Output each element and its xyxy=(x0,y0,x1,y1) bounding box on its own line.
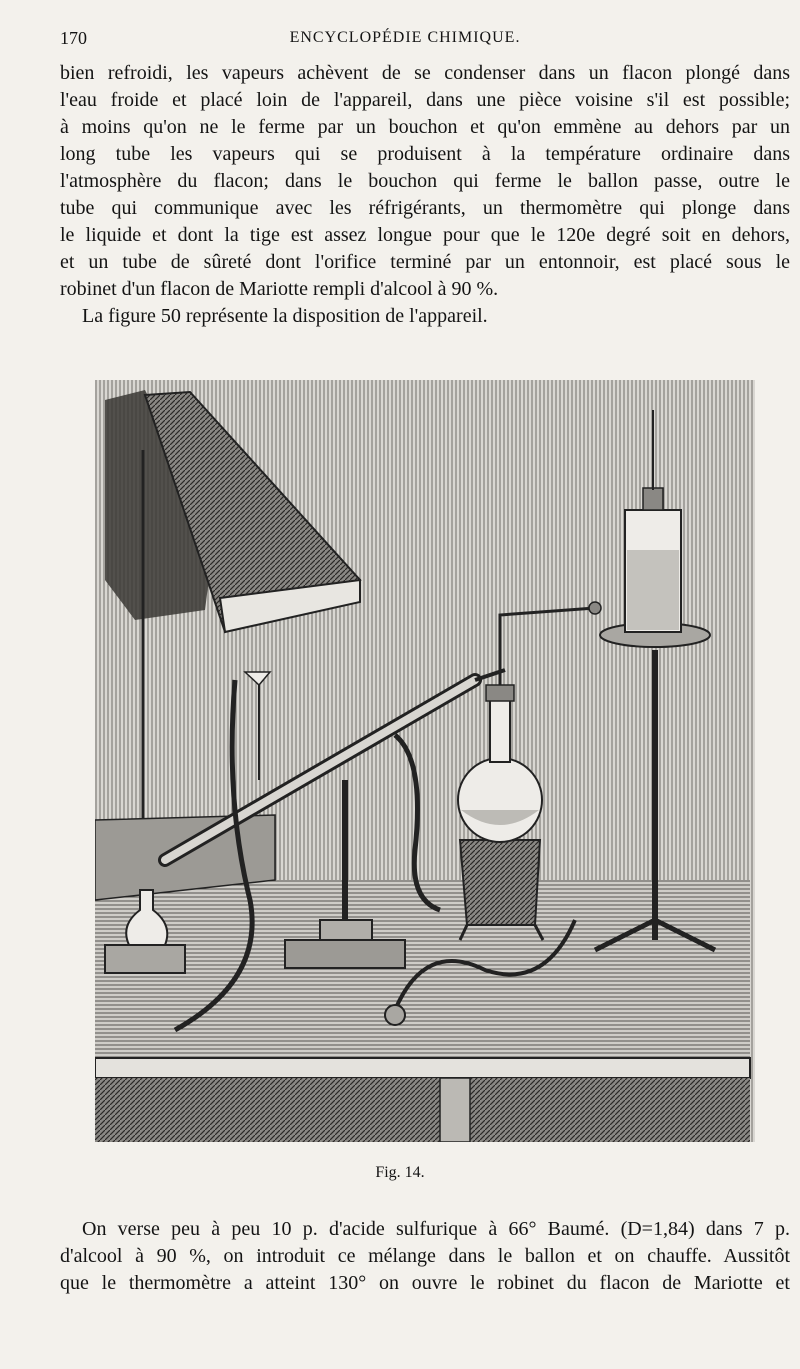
text-line: tube qui communique avec les réfrigérants, un thermomètre qui plonge dans xyxy=(60,197,790,219)
page-header xyxy=(60,28,750,52)
text-line: bien refroidi, les vapeurs achèvent de se condenser dans un flacon plongé dans xyxy=(60,62,790,84)
text-line: l'atmosphère du flacon; dans le bouchon qui ferme le ballon passe, outre le xyxy=(60,170,790,192)
text-line: et un tube de sûreté dont l'orifice terminé par un entonnoir, est placé sous le xyxy=(60,251,790,273)
text-line: On verse peu à peu 10 p. d'acide sulfurique à 66° Baumé. (D=1,84) dans 7 p. xyxy=(82,1218,790,1240)
text-line: long tube les vapeurs qui se produisent à la température ordinaire dans xyxy=(60,143,790,165)
text-line: que le thermomètre a atteint 130° on ouvre le robinet du flacon de Mariotte et xyxy=(60,1272,790,1294)
text-block-bottom xyxy=(60,1216,790,1297)
page-number: 170 xyxy=(60,28,87,48)
text-line: l'eau froide et placé loin de l'appareil, dans une pièce voisine s'il est possible; xyxy=(60,89,790,111)
apparatus-engraving xyxy=(95,380,755,1142)
running-title: ENCYCLOPÉDIE CHIMIQUE. xyxy=(289,29,521,46)
text-line: robinet d'un flacon de Mariotte rempli d'alcool à 90 %. xyxy=(60,278,499,300)
engraving-illustration xyxy=(95,380,755,1142)
text-block-top xyxy=(60,60,790,330)
figure-caption: Fig. 14. xyxy=(375,1164,425,1181)
text-line: d'alcool à 90 %, on introduit ce mélange dans le ballon et on chauffe. Aussitôt xyxy=(60,1245,790,1267)
figure-reference-paragraph: La figure 50 représente la disposition de l'appareil. xyxy=(82,305,488,327)
text-line: à moins qu'on ne le ferme par un bouchon et qu'on emmène au dehors par un xyxy=(60,116,790,138)
text-line: le liquide et dont la tige est assez longue pour que le 120e degré soit en dehors, xyxy=(60,224,790,246)
